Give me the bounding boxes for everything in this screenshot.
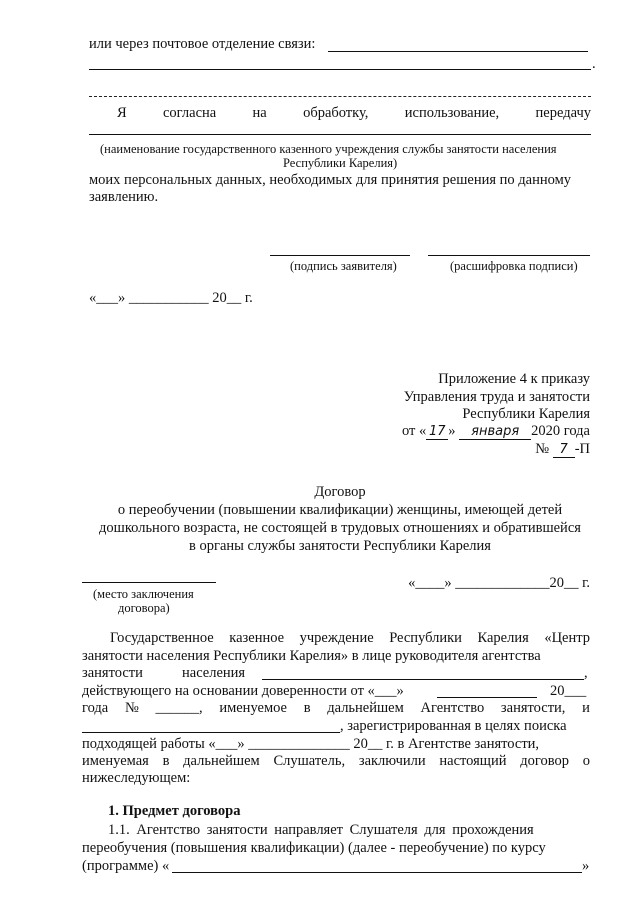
appendix-number-prefix: № bbox=[535, 441, 550, 457]
period-mark: . bbox=[592, 56, 596, 72]
appendix-date-prefix: от « bbox=[401, 423, 427, 439]
agency-caption: (наименование государственного казенного учреждения службы занятости населения bbox=[100, 142, 557, 156]
body-word: ______, bbox=[155, 700, 203, 716]
comma-mark: , bbox=[584, 665, 588, 681]
agency-name-field[interactable] bbox=[89, 134, 591, 135]
signature-field[interactable] bbox=[270, 255, 410, 256]
agency-caption-2: Республики Карелия) bbox=[283, 156, 398, 170]
body-line-3b: населения bbox=[182, 665, 246, 681]
body-word: о bbox=[582, 753, 590, 769]
contract-date: «____» _____________20__ г. bbox=[408, 575, 590, 591]
contract-subtitle-2: дошкольного возраста, не состоящей в трудовых отношениях и обратившейся bbox=[99, 520, 581, 536]
postal-label: или через почтовое отделение связи: bbox=[89, 36, 316, 52]
body-word: Карелия bbox=[477, 630, 529, 646]
body-line-9: нижеследующем: bbox=[82, 770, 191, 786]
appendix-date bbox=[402, 423, 590, 440]
body-word: занятости, bbox=[500, 700, 566, 716]
signature-decoding-field[interactable] bbox=[428, 255, 590, 256]
appendix-line-1: Приложение 4 к приказу bbox=[438, 371, 590, 387]
postal-address-field-2[interactable] bbox=[89, 69, 591, 70]
contract-subtitle-1: о переобучении (повышении квалификации) женщины, имеющей детей bbox=[117, 502, 563, 518]
body-line-4a: действующего на основании доверенности от «___» bbox=[82, 683, 404, 699]
body-word: дальнейшем bbox=[183, 753, 260, 769]
course-name-field[interactable] bbox=[172, 872, 582, 873]
consent-text-2: заявлению. bbox=[89, 189, 159, 205]
body-word: года bbox=[82, 700, 109, 716]
body-word: договор bbox=[520, 753, 569, 769]
body-line-1 bbox=[82, 630, 590, 647]
body-word: казенное bbox=[229, 630, 285, 646]
body-line-7: подходящей работы «___» ______________ 20__ г. в Агентстве занятости, bbox=[82, 736, 540, 752]
appendix-number-value: 7 bbox=[553, 442, 575, 458]
section-1-title: 1. Предмет договора bbox=[108, 803, 241, 819]
consent-word: обработку, bbox=[303, 105, 369, 121]
appendix-date-mid: » bbox=[448, 423, 456, 439]
body-word: № bbox=[124, 700, 139, 716]
body-word: настоящий bbox=[439, 753, 507, 769]
appendix-line-2: Управления труда и занятости bbox=[403, 389, 590, 405]
cut-line bbox=[89, 96, 591, 97]
appendix-number bbox=[535, 441, 590, 458]
consent-word: на bbox=[252, 105, 267, 121]
clause-1-1-d: » bbox=[582, 858, 590, 874]
body-word: Слушатель, bbox=[273, 753, 346, 769]
contract-subtitle-3: в органы службы занятости Республики Карелия bbox=[189, 538, 491, 554]
contract-place-field[interactable] bbox=[82, 582, 216, 583]
clause-1-1-a: 1.1. Агентство занятости направляет Слушателя для прохождения bbox=[108, 822, 534, 838]
signature-caption: (подпись заявителя) bbox=[290, 259, 397, 273]
body-word: Республики bbox=[389, 630, 462, 646]
clause-1-1-b: переобучения (повышения квалификации) (далее - переобучение) по курсу bbox=[82, 840, 546, 856]
clause-1-1-c: (программе) « bbox=[82, 858, 170, 874]
consent-word: использование, bbox=[404, 105, 500, 121]
body-word: в bbox=[303, 700, 311, 716]
appendix-date-day: 17 bbox=[426, 424, 448, 440]
consent-word: Я bbox=[117, 105, 127, 121]
body-line-6b: , зарегистрированная в целях поиска bbox=[340, 718, 567, 734]
consent-word: передачу bbox=[535, 105, 591, 121]
proxy-date-field[interactable] bbox=[437, 697, 537, 698]
place-caption: (место заключения bbox=[93, 587, 194, 601]
decoding-caption: (расшифровка подписи) bbox=[450, 259, 578, 273]
appendix-number-suffix: -П bbox=[574, 441, 590, 457]
body-word: «Центр bbox=[544, 630, 590, 646]
agency-head-name-field[interactable] bbox=[262, 679, 584, 680]
consent-word: согласна bbox=[163, 105, 217, 121]
contract-title: Договор bbox=[314, 484, 366, 500]
body-word: именуемое bbox=[219, 700, 287, 716]
body-word: учреждение bbox=[299, 630, 374, 646]
body-word: и bbox=[582, 700, 590, 716]
body-line-2: занятости населения Республики Карелия» в лице руководителя агентства bbox=[82, 648, 541, 664]
consent-line bbox=[89, 105, 591, 122]
body-word: заключили bbox=[358, 753, 426, 769]
body-word: Агентство bbox=[420, 700, 485, 716]
consent-text: моих персональных данных, необходимых для принятия решения по данному bbox=[89, 172, 572, 188]
body-line-4b: 20___ bbox=[550, 683, 587, 699]
appendix-date-month: января bbox=[459, 424, 531, 440]
body-word: в bbox=[162, 753, 170, 769]
appendix-line-3: Республики Карелия bbox=[462, 406, 590, 422]
body-word: именуемая bbox=[82, 753, 149, 769]
body-line-5 bbox=[82, 700, 590, 717]
application-date: «___» ___________ 20__ г. bbox=[89, 290, 253, 306]
place-caption-2: договора) bbox=[118, 601, 170, 615]
body-word: дальнейшем bbox=[327, 700, 404, 716]
body-word: Государственное bbox=[110, 630, 214, 646]
listener-name-field[interactable] bbox=[82, 732, 340, 733]
body-line-3a: занятости bbox=[82, 665, 143, 681]
appendix-date-year: 2020 года bbox=[531, 423, 590, 439]
body-line-8 bbox=[82, 753, 590, 770]
postal-address-field[interactable] bbox=[328, 51, 588, 52]
